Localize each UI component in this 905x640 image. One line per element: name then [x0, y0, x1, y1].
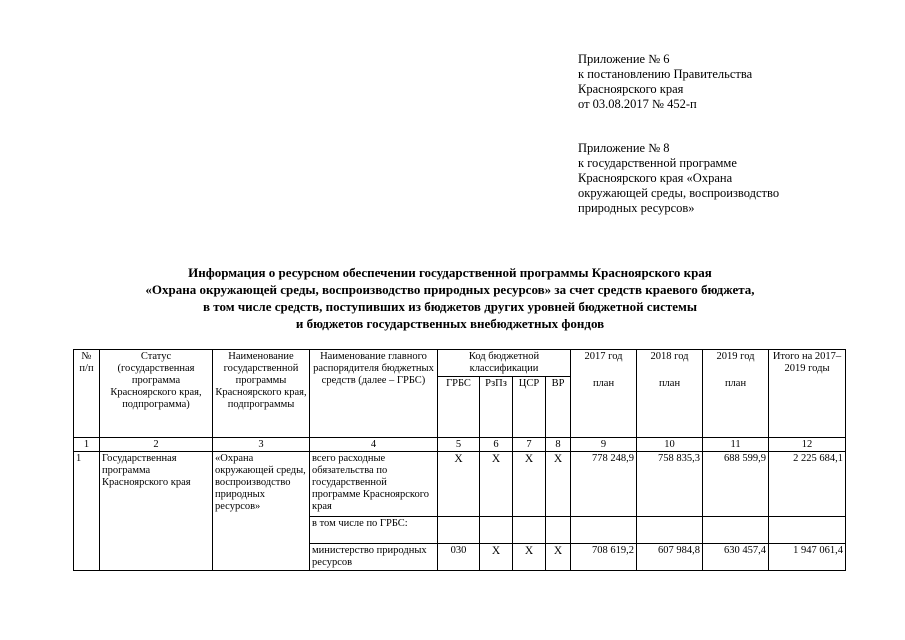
row-total-label: всего расходные обязательства по государственной программе Красноярского края — [310, 452, 438, 517]
appendix-8-block — [578, 141, 779, 216]
header-csr: ЦСР — [513, 377, 546, 438]
appendix-6-line: от 03.08.2017 № 452-п — [578, 97, 697, 111]
column-number: 12 — [769, 438, 846, 452]
header-row — [74, 350, 846, 377]
empty-cell — [438, 517, 480, 544]
cell-total: 2 225 684,1 — [769, 452, 846, 517]
header-num: № п/п — [74, 350, 100, 438]
column-number-row — [74, 438, 846, 452]
appendix-8-line: природных ресурсов» — [578, 201, 695, 215]
empty-cell — [637, 517, 703, 544]
cell-vr: Х — [546, 452, 571, 517]
column-number: 10 — [637, 438, 703, 452]
cell-ministry-total: 1 947 061,4 — [769, 544, 846, 571]
column-number: 4 — [310, 438, 438, 452]
cell-ministry-csr: Х — [513, 544, 546, 571]
column-number: 2 — [100, 438, 213, 452]
column-number: 8 — [546, 438, 571, 452]
cell-2019: 688 599,9 — [703, 452, 769, 517]
cell-2017: 778 248,9 — [571, 452, 637, 517]
row-ministry-label: министерство природных ресурсов — [310, 544, 438, 571]
table-row — [74, 452, 846, 517]
document-title — [60, 264, 840, 332]
empty-cell — [703, 517, 769, 544]
appendix-8-line: Красноярского края «Охрана — [578, 171, 733, 185]
column-number: 5 — [438, 438, 480, 452]
row-status: Государственная программа Красноярского края — [100, 452, 213, 571]
column-number: 7 — [513, 438, 546, 452]
appendix-6-block — [578, 52, 752, 112]
row-incl-label: в том числе по ГРБС: — [310, 517, 438, 544]
cell-rzpz: Х — [480, 452, 513, 517]
title-line: Информация о ресурсном обеспечении государственной программы Красноярского края — [188, 265, 712, 280]
header-2018: 2018 год — [637, 350, 703, 377]
title-line: и бюджетов государственных внебюджетных фондов — [295, 316, 605, 331]
column-number: 3 — [213, 438, 310, 452]
cell-ministry-vr: Х — [546, 544, 571, 571]
cell-ministry-2019: 630 457,4 — [703, 544, 769, 571]
empty-cell — [769, 517, 846, 544]
header-code: Код бюджетной классификации — [438, 350, 571, 377]
resource-table — [73, 349, 846, 571]
appendix-8-line: к государственной программе — [578, 156, 737, 170]
column-number: 1 — [74, 438, 100, 452]
header-rzpz: РзПз — [480, 377, 513, 438]
empty-cell — [546, 517, 571, 544]
header-status: Статус (государственная программа Красноярского края, подпрограмма) — [100, 350, 213, 438]
header-plan-2018: план — [637, 377, 703, 438]
column-number: 9 — [571, 438, 637, 452]
cell-ministry-rzpz: Х — [480, 544, 513, 571]
header-grbs-name: Наименование главного распорядителя бюджетных средств (далее – ГРБС) — [310, 350, 438, 438]
header-2019: 2019 год — [703, 350, 769, 377]
row-num: 1 — [74, 452, 100, 571]
header-vr: ВР — [546, 377, 571, 438]
appendix-6-line: Красноярского края — [578, 82, 684, 96]
empty-cell — [513, 517, 546, 544]
appendix-8-line: окружающей среды, воспроизводство — [578, 186, 780, 200]
empty-cell — [480, 517, 513, 544]
cell-ministry-2018: 607 984,8 — [637, 544, 703, 571]
header-plan-2019: план — [703, 377, 769, 438]
header-plan-2017: план — [571, 377, 637, 438]
cell-ministry-grbs: 030 — [438, 544, 480, 571]
header-name: Наименование государственной программы Красноярского края, подпрограммы — [213, 350, 310, 438]
title-line: «Охрана окружающей среды, воспроизводство природных ресурсов» за счет средств краевого бюджета, — [145, 282, 755, 297]
cell-csr: Х — [513, 452, 546, 517]
empty-cell — [571, 517, 637, 544]
cell-2018: 758 835,3 — [637, 452, 703, 517]
title-line: в том числе средств, поступивших из бюджетов других уровней бюджетной системы — [202, 299, 697, 314]
header-grbs: ГРБС — [438, 377, 480, 438]
cell-ministry-2017: 708 619,2 — [571, 544, 637, 571]
appendix-6-line: к постановлению Правительства — [578, 67, 753, 81]
header-total: Итого на 2017–2019 годы — [769, 350, 846, 438]
header-2017: 2017 год — [571, 350, 637, 377]
appendix-8-line: Приложение № 8 — [578, 141, 670, 155]
cell-grbs: Х — [438, 452, 480, 517]
appendix-6-line: Приложение № 6 — [578, 52, 670, 66]
row-program-name: «Охрана окружающей среды, воспроизводство природных ресурсов» — [213, 452, 310, 571]
column-number: 11 — [703, 438, 769, 452]
column-number: 6 — [480, 438, 513, 452]
